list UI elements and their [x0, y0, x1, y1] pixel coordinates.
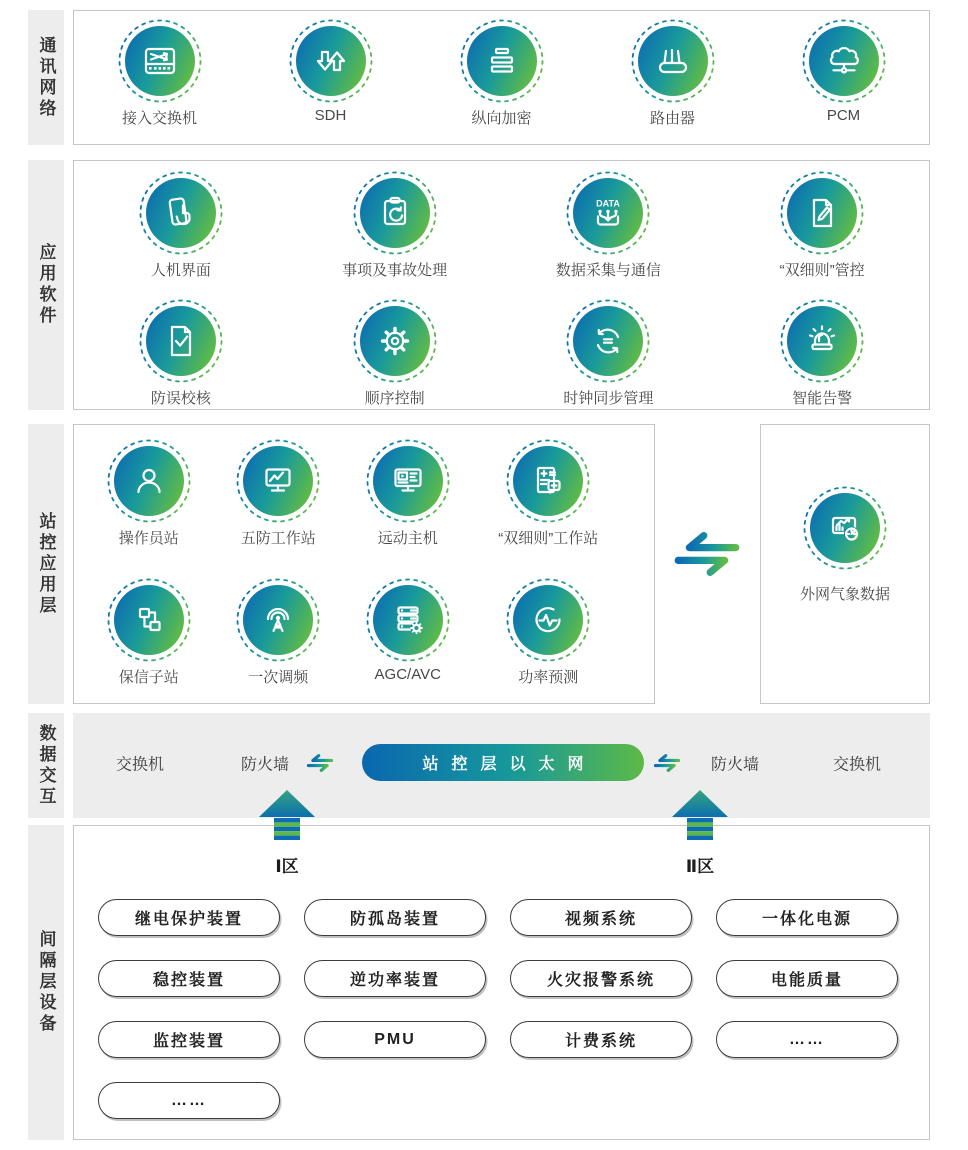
data-exchange-panel — [73, 713, 930, 818]
up-down-arrows-icon — [288, 18, 374, 104]
device-pill: 监控装置 — [98, 1021, 280, 1058]
node-power-forecast — [473, 577, 623, 687]
device-pill: …… — [716, 1021, 898, 1058]
cloud-network-icon — [801, 18, 887, 104]
comm-network-panel — [73, 10, 930, 145]
node-label: 路由器 — [649, 110, 695, 127]
network-nodes-icon — [106, 577, 192, 663]
node-smart-alarm — [747, 298, 897, 408]
device-pill: 逆功率装置 — [304, 960, 486, 997]
node-rules-control — [747, 170, 897, 280]
node-hmi — [106, 170, 256, 280]
clock-sync-icon — [565, 298, 651, 384]
firewall-left-label: 防火墙 — [240, 756, 290, 774]
device-pill: 计费系统 — [510, 1021, 692, 1058]
weather-dashboard-icon — [802, 485, 888, 571]
ethernet-bus: 站控层以太网 — [362, 744, 644, 781]
node-label: 防误校核 — [150, 390, 211, 407]
rules-report-icon — [505, 438, 591, 524]
node-protection-substation — [85, 577, 213, 687]
node-clock-sync — [533, 298, 683, 408]
sync-arrows-icon — [304, 752, 336, 775]
node-label: 接入交换机 — [121, 110, 197, 127]
node-access-switch — [85, 18, 235, 128]
side-label-bay-devices: 间隔层设备 — [28, 825, 64, 1140]
power-pulse-icon — [505, 577, 591, 663]
node-label: 一次调频 — [248, 669, 309, 686]
data-collect-icon — [565, 170, 651, 256]
zone1-label: Ⅰ区 — [275, 857, 299, 876]
side-label-station-control: 站控应用层 — [28, 424, 64, 704]
side-label-comm-network: 通讯网络 — [28, 10, 64, 145]
node-sequence-control — [320, 298, 470, 408]
switch-right-label: 交换机 — [832, 756, 882, 774]
node-encryption — [427, 18, 577, 128]
node-external-weather — [761, 425, 929, 604]
node-event-handling — [320, 170, 470, 280]
node-label: 外网气象数据 — [799, 586, 890, 603]
switch-left-label: 交换机 — [115, 756, 165, 774]
app-software-row-1 — [74, 161, 929, 280]
sync-arrows-icon — [651, 752, 683, 775]
node-label: 五防工作站 — [240, 530, 316, 547]
device-pill: 视频系统 — [510, 899, 692, 936]
node-label: 纵向加密 — [471, 110, 532, 127]
device-pill: 火灾报警系统 — [510, 960, 692, 997]
zone1-up-arrow-icon — [259, 790, 315, 848]
node-label: AGC/AVC — [374, 666, 441, 683]
station-control-panel — [73, 424, 655, 704]
node-telecontrol-host — [344, 438, 472, 548]
node-label: “双细则”工作站 — [498, 530, 599, 547]
node-label: “双细则”管控 — [779, 262, 865, 279]
node-label: PCM — [826, 107, 861, 124]
node-label: 事项及事故处理 — [342, 262, 448, 279]
monitor-video-icon — [365, 438, 451, 524]
encryption-bars-icon — [459, 18, 545, 104]
node-error-check — [106, 298, 256, 408]
node-sdh — [256, 18, 406, 128]
bay-devices-panel — [73, 825, 930, 1140]
touch-screen-icon — [138, 170, 224, 256]
comm-network-row — [74, 11, 929, 128]
node-label: 远动主机 — [377, 530, 438, 547]
operator-person-icon — [106, 438, 192, 524]
document-edit-icon — [779, 170, 865, 256]
device-pill-grid — [98, 899, 898, 1119]
router-icon — [630, 18, 716, 104]
node-label: 功率预测 — [518, 669, 579, 686]
node-label: 人机界面 — [150, 262, 211, 279]
zone2-up-arrow-icon — [672, 790, 728, 848]
broadcast-antenna-icon — [235, 577, 321, 663]
node-router — [598, 18, 748, 128]
app-software-row-2 — [74, 298, 929, 408]
node-label: 顺序控制 — [364, 390, 425, 407]
app-software-panel — [73, 160, 930, 410]
node-label: SDH — [314, 107, 347, 124]
node-operator-station — [85, 438, 213, 548]
firewall-right-label: 防火墙 — [710, 756, 760, 774]
node-label: 保信子站 — [118, 669, 179, 686]
device-pill: 防孤岛装置 — [304, 899, 486, 936]
device-pill: 电能质量 — [716, 960, 898, 997]
node-primary-frequency — [214, 577, 342, 687]
node-label: 操作员站 — [118, 530, 179, 547]
device-pill: PMU — [304, 1021, 486, 1058]
document-check-icon — [138, 298, 224, 384]
side-label-app-software: 应用软件 — [28, 160, 64, 410]
node-label: 时钟同步管理 — [563, 390, 654, 407]
sync-arrows-icon — [667, 526, 747, 582]
gear-icon — [352, 298, 438, 384]
node-five-prevention-station — [214, 438, 342, 548]
node-rules-workstation — [473, 438, 623, 548]
side-label-data-exchange: 数据交互 — [28, 713, 64, 818]
station-control-row-1 — [84, 425, 624, 548]
external-weather-panel — [760, 424, 930, 704]
station-control-row-2 — [84, 577, 624, 687]
node-label: 数据采集与通信 — [555, 262, 661, 279]
device-pill: 稳控装置 — [98, 960, 280, 997]
device-pill: 继电保护装置 — [98, 899, 280, 936]
svg-text:DATA: DATA — [596, 198, 621, 209]
access-switch-icon — [117, 18, 203, 104]
clipboard-refresh-icon — [352, 170, 438, 256]
monitor-chart-icon — [235, 438, 321, 524]
alarm-beacon-icon — [779, 298, 865, 384]
server-gear-icon — [365, 577, 451, 663]
zone2-label: Ⅱ区 — [685, 857, 715, 876]
node-label: 智能告警 — [792, 390, 853, 407]
node-pcm — [769, 18, 919, 128]
node-data-acquisition — [533, 170, 683, 280]
device-pill: …… — [98, 1082, 280, 1119]
device-pill: 一体化电源 — [716, 899, 898, 936]
node-agc-avc — [344, 577, 472, 687]
